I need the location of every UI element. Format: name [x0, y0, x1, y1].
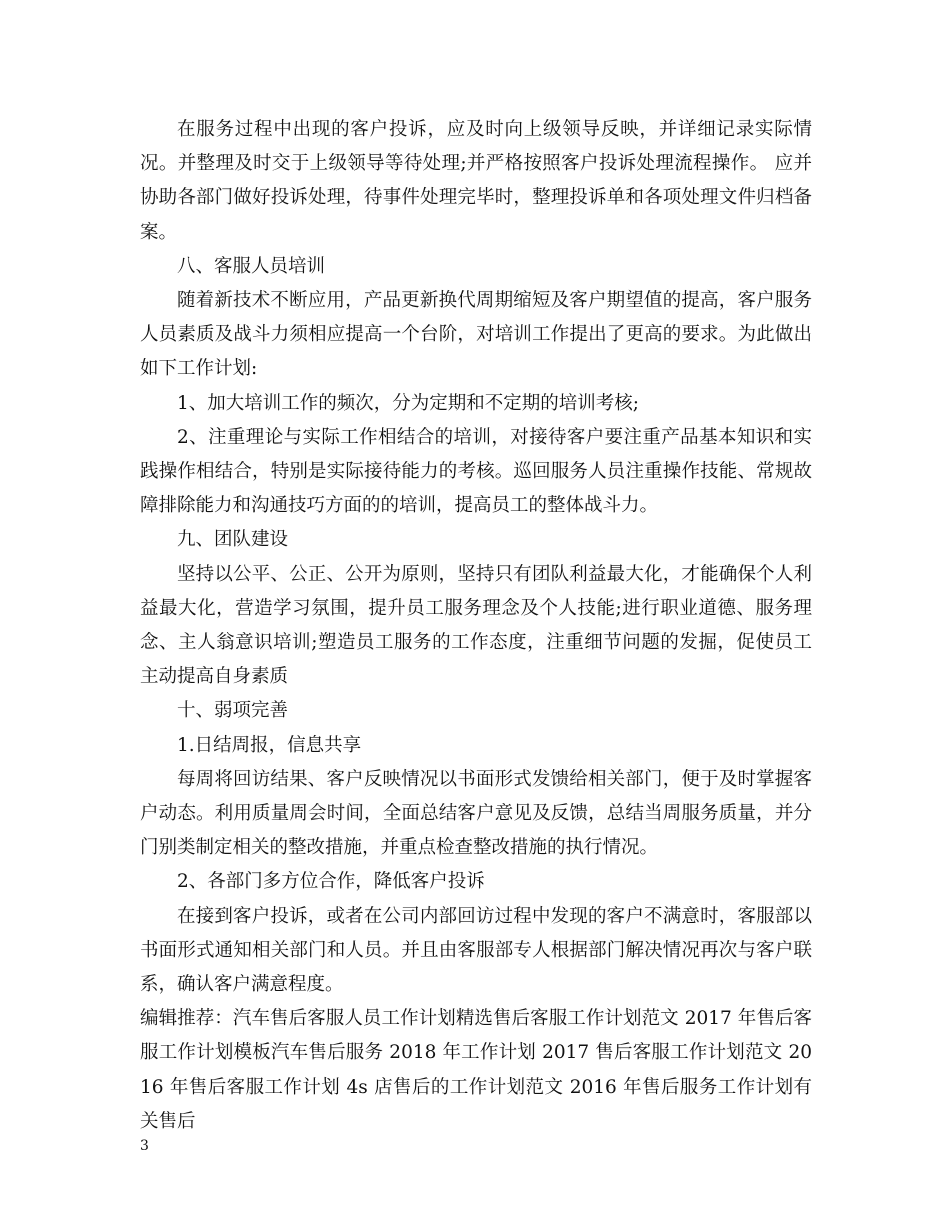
- paragraph-training-intro: 随着新技术不断应用，产品更新换代周期缩短及客户期望值的提高，客户服务人员素质及战斗力须相应提高一个台阶，对培训工作提出了更高的要求。为此做出如下工作计划:: [140, 290, 812, 380]
- subheading-department-cooperation: 2、各部门多方位合作，降低客户投诉: [177, 871, 485, 893]
- heading-team-building: 九、团队建设: [177, 529, 289, 551]
- document-body: [140, 113, 812, 1139]
- page-number: 3: [140, 1138, 149, 1154]
- paragraph-complaint-followup: 在接到客户投诉，或者在公司内部回访过程中发现的客户不满意时，客服部以书面形式通知相关部门和人员。并且由客服部专人根据部门解决情况再次与客户联系，确认客户满意程度。: [140, 905, 812, 996]
- paragraph-complaint-handling: 在服务过程中出现的客户投诉，应及时向上级领导反映，并详细记录实际情况。并整理及时交于上级领导等待处理;并严格按照客户投诉处理流程操作。 应并协助各部门做好投诉处理，待事件处理完毕时，整理投诉单和各项处理文件归档备案。: [140, 119, 812, 243]
- subheading-daily-weekly-report: 1.日结周报，信息共享: [177, 734, 362, 756]
- paragraph-training-item-2: 2、注重理论与实际工作相结合的培训，对接待客户要注重产品基本知识和实践操作相结合，特别是实际接待能力的考核。巡回服务人员注重操作技能、常规故障排除能力和沟通技巧方面的的培训，提高员工的整体战斗力。: [140, 426, 812, 517]
- paragraph-team-building: 坚持以公平、公正、公开为原则，坚持只有团队利益最大化，才能确保个人利益最大化，营造学习氛围，提升员工服务理念及个人技能;进行职业道德、服务理念、主人翁意识培训;塑造员工服务的工作态度，注重细节问题的发掘，促使员工主动提高自身素质: [140, 563, 812, 688]
- editor-recommendation: 编辑推荐：汽车售后客服人员工作计划精选售后客服工作计划范文 2017 年售后客服工作计划模板汽车售后服务 2018 年工作计划 2017 售后客服工作计划范文 2016 年售后客服工作计划 4s 店售后的工作计划范文 2016 年售后服务工作计划有关售后: [140, 1008, 812, 1132]
- heading-weakness-improvement: 十、弱项完善: [177, 700, 289, 722]
- paragraph-training-item-1: 1、加大培训工作的频次，分为定期和不定期的培训考核;: [177, 392, 640, 414]
- paragraph-weekly-feedback: 每周将回访结果、客户反映情况以书面形式发馈给相关部门，便于及时掌握客户动态。利用质量周会时间，全面总结客户意见及反馈，总结当周服务质量，并分门别类制定相关的整改措施，并重点检查整改措施的执行情况。: [140, 768, 812, 859]
- heading-staff-training: 八、客服人员培训: [177, 255, 326, 277]
